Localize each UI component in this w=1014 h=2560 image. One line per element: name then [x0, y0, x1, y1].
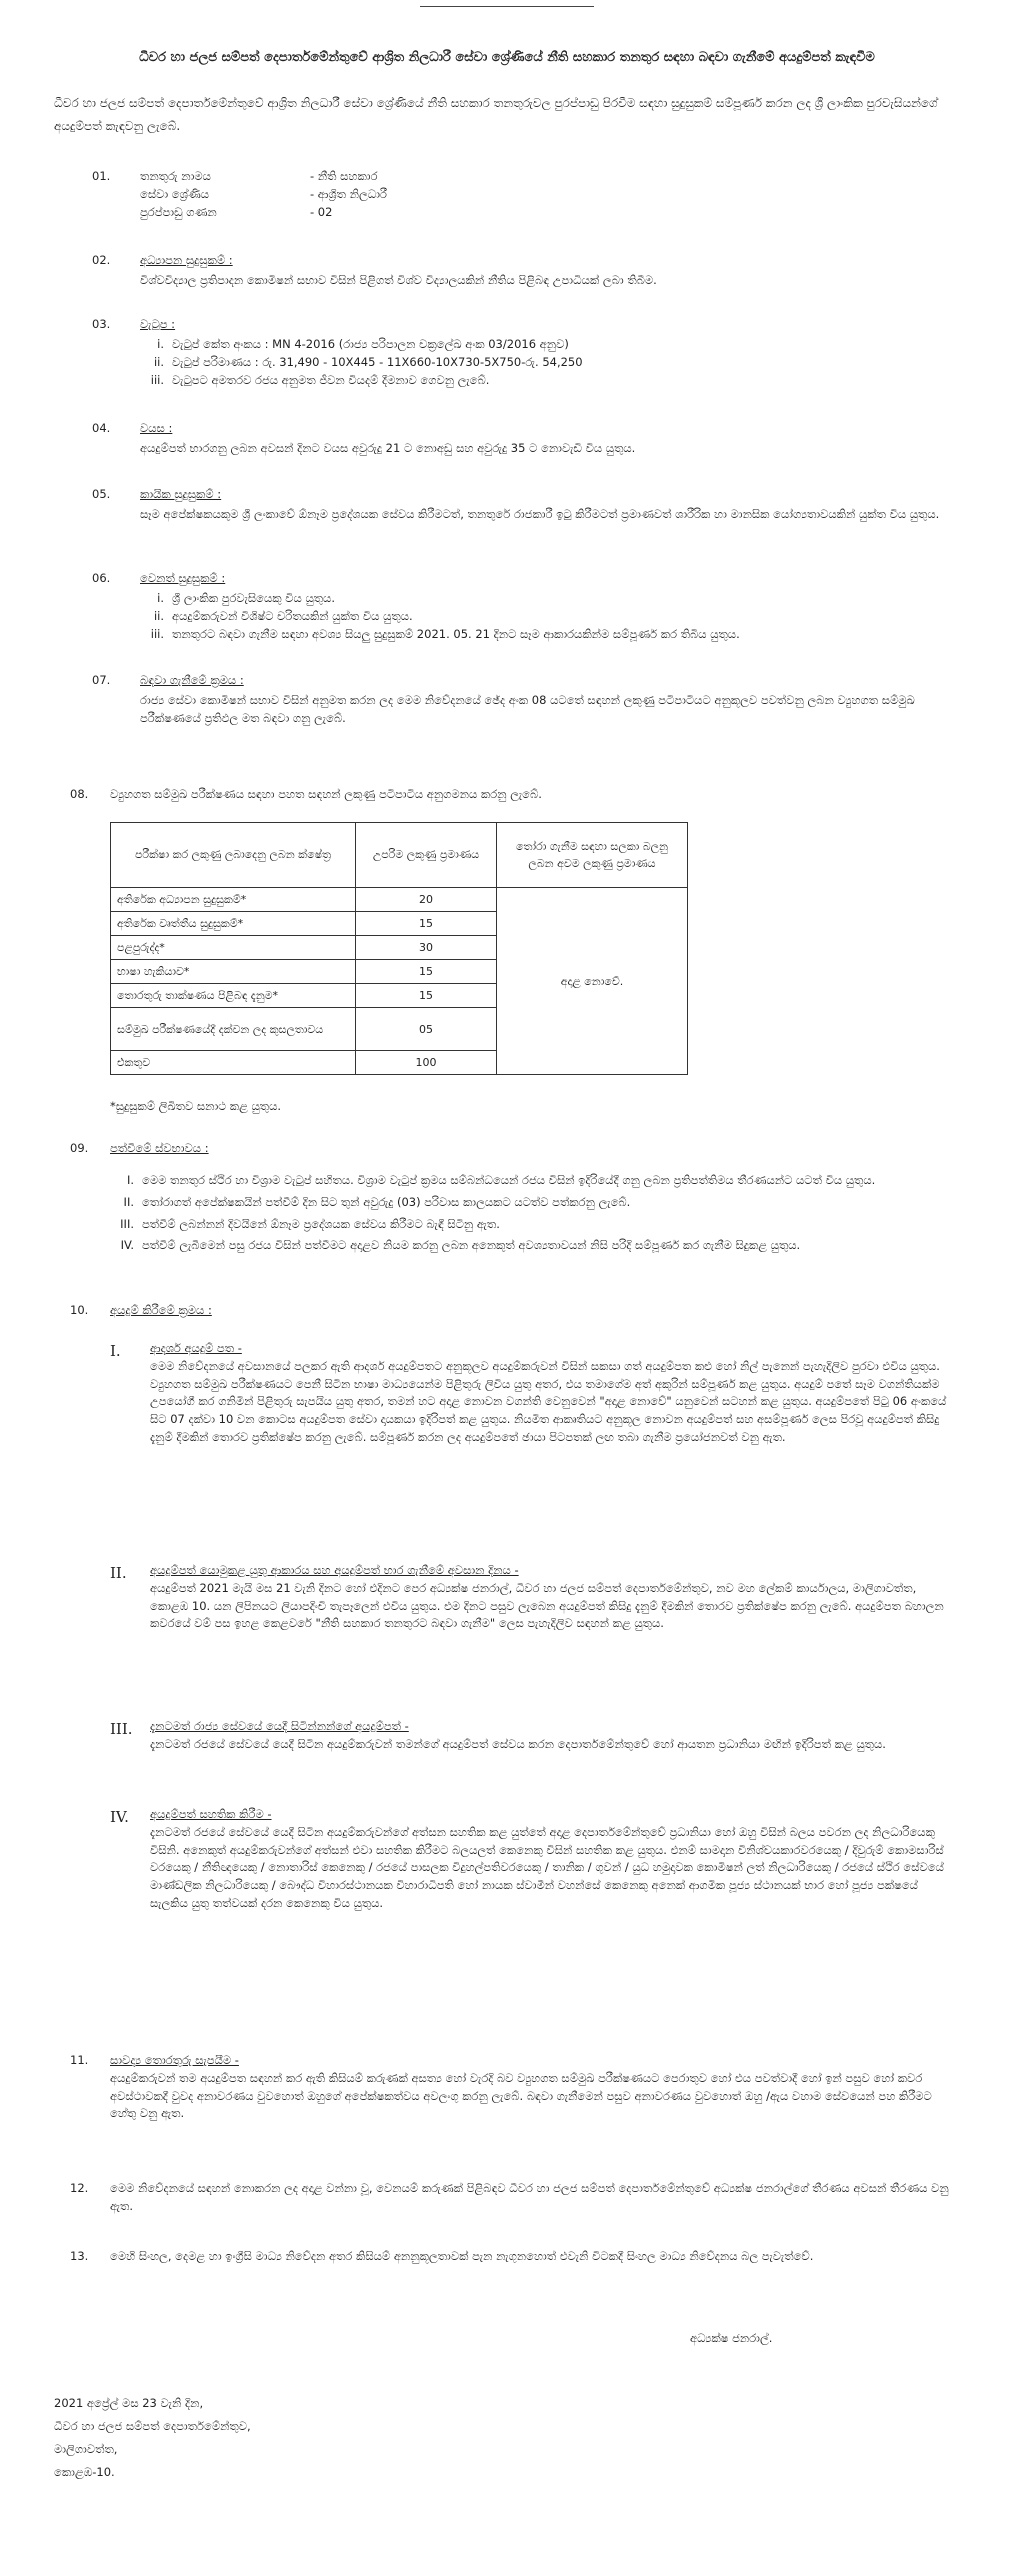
- field-cell: අතිරේක අධ්‍යාපන සුදුසුකම්*: [111, 888, 356, 912]
- certification-block: [150, 1806, 950, 1913]
- issue-address: [54, 2392, 251, 2484]
- marks-cell: 15: [356, 912, 497, 936]
- table-header-row: [111, 823, 688, 888]
- roman-numeral: ii.: [153, 608, 164, 623]
- section-05-number: 05.: [92, 487, 111, 501]
- salary-scale: වැටුප් පරිමාණය : රු. 31,490 - 10X445 - 11X660-10X730-5X750-රු. 54,250: [172, 354, 583, 369]
- field-cell: භාෂා හැකියාව*: [111, 960, 356, 984]
- minimum-marks-cell: අදාළ නොවේ.: [497, 888, 688, 1075]
- section-02-label: අධ්‍යාපන සුදුසුකම් :: [140, 253, 233, 267]
- notice-title: ධීවර හා ජලජ සම්පත් දෙපාර්තමේන්තුවේ ආශ්‍රිත නිලධාරී සේවා ශ්‍රේණියේ නීති සහකාර තනතුර සඳහා බඳවා ගැනීමේ අයදුම්පත් කැඳවීම: [139, 50, 875, 65]
- sub-numeral-II: II.: [110, 1564, 127, 1582]
- submission-text: අයදුම්පත් 2021 මැයි මස 21 වැනි දිනට හෝ එදිනට පෙර අධ්‍යක්ෂ ජනරාල්, ධීවර හා ජලජ සම්පත් දෙපාර්තමේන්තුව, නව මහ ලේකම් කාර්යාලය, මාලිගාවත්ත, කොළඹ 10. යන ලිපිනයට ලියාපදිංචි තැපෑලෙන් එවිය යුතුය. එම දිනට පසුව ලැබෙන අයදුම්පත් කිසිදු දැනුම් දීමකින් තොරව ප්‍රතික්ෂේප කරනු ලැබේ. අයදුම්පත බහාලන කවරයේ වම් පස ඉහළ කෙළවරේ "නීති සහකාර තනතුරට බඳවා ගැනීම" ලෙස පැහැදිලිව සඳහන් කළ යුතුය.: [150, 1580, 944, 1631]
- sub-numeral-I: I.: [110, 1342, 121, 1360]
- roman-numeral: iii.: [150, 626, 164, 641]
- section-04-text: අයදුම්පත් භාරගනු ලබන අවසන් දිනට වයස අවුරුදු 21 ට නොඅඩු සහ අවුරුදු 35 ට නොවැඩි විය යුතුය.: [140, 441, 636, 455]
- roman-numeral: i.: [157, 337, 164, 351]
- section-07-number: 07.: [92, 673, 111, 687]
- false-info-heading: සාවද්‍ය තොරතුරු සැපයීම -: [110, 2053, 239, 2067]
- section-09-number: 09.: [70, 1141, 89, 1155]
- public-servants-text: දැනටමත් රජයේ සේවයේ යෙදී සිටින අයදුම්කරුවන් තමන්ගේ අයදුම්පත් සේවය කරන දෙපාර්තමේන්තුවේ හෝ ආයතන ප්‍රධානියා මඟින් ඉදිරිපත් කළ යුතුය.: [150, 1736, 886, 1751]
- section-04-label: වයස :: [140, 421, 173, 435]
- column-header-max-marks: උපරිම ලකුණු ප්‍රමාණය: [356, 823, 497, 888]
- roman-numeral: III.: [120, 1216, 134, 1231]
- section-09-label: පත්වීමේ ස්වභාවය :: [110, 1141, 209, 1155]
- section-01-number: 01.: [92, 169, 111, 183]
- application-form-block: [150, 1340, 950, 1447]
- roman-numeral: i.: [157, 591, 164, 605]
- section-07-text: රාජ්‍ය සේවා කොමිෂන් සභාව විසින් අනුමත කරන ලද මෙම නිවේදනයේ ඡේද අංක 08 යටතේ සඳහන් ලකුණු පටිපාටියට අනුකූලව පවත්වනු ලබන ව්‍යුහගත සම්මුඛ පරීක්ෂණයේ ප්‍රතිඵල මත බඳවා ගනු ලැබේ.: [140, 693, 915, 725]
- roman-numeral: II.: [123, 1194, 134, 1209]
- section-13-number: 13.: [70, 2249, 89, 2263]
- other-qualifications: [140, 590, 960, 643]
- section-07-label: බඳවා ගැනීමේ ක්‍රමය :: [140, 673, 244, 687]
- address-line: කොළඹ-10.: [54, 2465, 115, 2479]
- section-05-label: කායික සුදුසුකම් :: [140, 487, 222, 501]
- section-12-number: 12.: [70, 2181, 89, 2195]
- marks-cell: 30: [356, 936, 497, 960]
- field-cell: පළපුරුද්ද*: [111, 936, 356, 960]
- service-grade-value: - ආශ්‍රිත නිලධාරී: [310, 186, 387, 201]
- post-name-key: තනතුරු නාමය: [140, 169, 211, 183]
- public-servants-heading: දැනටමත් රාජ්‍ය සේවයේ යෙදී සිටින්නන්ගේ අයදුම්පත් -: [150, 1719, 409, 1733]
- signature-title: අධ්‍යක්ෂ ජනරාල්.: [690, 2331, 773, 2345]
- vacancies-value: - 02: [310, 204, 333, 219]
- issue-date: 2021 අප්‍රේල් මස 23 වැනි දින,: [54, 2396, 204, 2410]
- intro-paragraph: ධීවර හා ජලජ සම්පත් දෙපාර්තමේන්තුවේ ආශ්‍රිත නිලධාරී සේවා ශ්‍රේණියේ නීති සහකාර තනතුරුවල පුරප්පාඩු පිරවීම සඳහා සුදුසුකම් සම්පූර්ණ කරන ලද ශ්‍රී ලාංකික පුරවැසියන්ගේ අයදුම්පත් කැඳවනු ලැබේ.: [54, 96, 938, 133]
- false-info-text: අයදුම්කරුවන් තම අයදුම්පත සඳහන් කර ඇති කිසියම් කරුණක් අසත්‍ය හෝ වැරදි බව ව්‍යුහගත සම්මුඛ පරීක්ෂණයට පෙරාතුව හෝ එය පවත්වාදී හෝ ඉන් පසුව හෝ කවර අවස්ථාවකදී වුවද අනාවරණය වුවහොත් ඔහුගේ අපේක්ෂකත්වය අවලංගු කරනු ලැබේ. බඳවා ගැනීමෙන් පසුව අනාවරණය වුවහොත් ඔහු /ඇය වහාම සේවයෙන් පහ කිරීමට හේතු වනු ඇත.: [110, 2070, 932, 2121]
- roman-numeral: I.: [126, 1173, 134, 1187]
- table-row: [111, 888, 688, 912]
- marks-cell: 15: [356, 960, 497, 984]
- field-cell: අතිරේක වෘත්තීය සුදුසුකම්*: [111, 912, 356, 936]
- salary-code: වැටුප් කේත අංකය : MN 4-2016 (රාජ්‍ය පරිපාලන චක්‍රලේඛ අංක 03/2016 අනුව): [172, 337, 569, 351]
- header-rule: [420, 6, 594, 7]
- section-05-text: සෑම අපේක්ෂකයකුම ශ්‍රී ලංකාවේ ඕනෑම ප්‍රදේශයක සේවය කිරීමටත්, තනතුරේ රාජකාරී ඉටු කිරීමටත් ප්‍රමාණවත් ශාරීරික හා මානසික යෝග්‍යතාවයකින් යුක්ත විය යුතුය.: [140, 507, 940, 521]
- qualification-item: අයදුම්කරුවන් විශිෂ්ට චරිතයකින් යුක්ත විය යුතුය.: [172, 608, 413, 623]
- sub-numeral-III: III.: [110, 1720, 133, 1738]
- section-11-number: 11.: [70, 2053, 89, 2067]
- post-details: [140, 168, 387, 221]
- marks-cell: 15: [356, 984, 497, 1008]
- section-10-number: 10.: [70, 1303, 89, 1317]
- section-10-label: අයදුම් කිරීමේ ක්‍රමය :: [110, 1303, 212, 1317]
- section-06-number: 06.: [92, 571, 111, 585]
- salary-allowance: වැටුපට අමතරව රජය අනුමත ජීවන වියදම් දීමනාව ගෙවනු ලැබේ.: [172, 372, 490, 387]
- section-08-text: ව්‍යුහගත සම්මුඛ පරීක්ෂණය සඳහා පහත සඳහන් ලකුණු පටිපාටිය අනුගමනය කරනු ලැබේ.: [110, 787, 542, 801]
- section-04-number: 04.: [92, 421, 111, 435]
- marks-cell: 05: [356, 1008, 497, 1051]
- post-name-value: - නීති සහකාර: [310, 169, 378, 183]
- column-header-min-marks: තෝරා ගැනීම සඳහා සලකා බලනු ලබන අවම ලකුණු ප්‍රමාණය: [497, 823, 688, 888]
- address-line: ධීවර හා ජලජ සම්පත් දෙපාර්තමේන්තුව,: [54, 2419, 251, 2433]
- certification-text: දැනටමත් රජයේ සේවයේ යෙදී සිටින අයදුම්කරුවන්ගේ අත්සන සහතික කළ යුත්තේ අදාළ දෙපාර්තමේන්තුවේ ප්‍රධානියා හෝ ඔහු විසින් බලය පවරන ලද නිලධාරියෙකු විසිනි. අනෙකුත් අයදුම්කරුවන්ගේ අත්සන් එවා සහතික කිරීමට බලයලත් කෙනෙකු විසින් සහතික කළ යුතුය. එනම් සාමදාන විනිශ්චයකාරවරයෙකු / දිවුරුම් කොමසාරිස් වරයෙකු / නීතිඥයෙකු / නොතාරිස් කෙනෙකු / රජයේ පාසලක විදුහල්පතිවරයෙකු / තානික / ගුවන් / යුධ හමුදාවක කොමිෂන් ලත් නිලධාරියෙකු / රජයේ ස්ථිර සේවයේ මාණ්ඩලික නිලධාරියෙකු / බෞද්ධ විහාරස්ථානයක විහාරාධිපති හෝ නායක ස්වාමීන් වහන්සේ කෙනෙකු අනෙක් ආගමික පූජ්‍ය ස්ථානයක් භාර හෝ පූජ්‍ය පක්ෂයේ සැලකිය යුතු තත්වයක් දරන කෙනෙකු විය යුතුය.: [150, 1824, 944, 1911]
- appointment-items: [110, 1172, 950, 1255]
- section-06-label: වෙනත් සුදුසුකම් :: [140, 571, 226, 585]
- roman-numeral: iii.: [150, 372, 164, 387]
- salary-items: [140, 336, 960, 389]
- service-grade-key: සේවා ශ්‍රේණිය: [140, 186, 210, 201]
- roman-numeral: ii.: [153, 354, 164, 369]
- marking-scheme-table: [110, 822, 688, 1075]
- certification-heading: අයදුම්පත් සහතික කිරීම -: [150, 1807, 272, 1821]
- public-servants-block: [150, 1718, 950, 1754]
- vacancies-key: පුරප්පාඩු ගණන: [140, 204, 217, 219]
- field-cell: සම්මුඛ පරීක්ෂණයේදී දක්වන ලද කුසලතාවය: [111, 1008, 356, 1051]
- appointment-item: පත්වීම් ලබන්නන් දිවයිනේ ඕනෑම ප්‍රදේශයක සේවය කිරීමට බැඳී සිටිනු ඇත.: [142, 1216, 500, 1231]
- section-03-number: 03.: [92, 317, 111, 331]
- roman-numeral: IV.: [120, 1238, 134, 1253]
- appointment-item: තෝරාගත් අපේක්ෂකයින් පත්වීම් දින සිට තුන් අවුරුදු (03) පරිවාස කාලයකට යටත්ව පත්කරනු ලැබේ.: [142, 1194, 631, 1209]
- submission-heading: අයදුම්පත් යොමුකළ යුතු ආකාරය සහ අයදුම්පත් භාර ගැනීමේ අවසාන දිනය -: [150, 1563, 519, 1577]
- sub-numeral-IV: IV.: [110, 1808, 129, 1826]
- application-form-text: මෙම නිවේදනයේ අවසානයේ පලකර ඇති ආදර්ශ අයදුම්පතට අනුකූලව අයදුම්කරුවන් විසින් සකසා ගත් අයදුම්පත කළු හෝ නිල් පැනෙන් පැහැදිලිව පුරවා එවිය යුතුය. ව්‍යුහගත සම්මුඛ පරීක්ෂණයට පෙනී සිටින භාෂා මාධ්‍යයෙන්ම පිළිතුරු ලිවිය යුතු අතර, එය තමාගේම අත් අකුරින් සම්පූර්ණ කළ යුතුය. අයදුම් පතේ සෑම වගන්තියක්ම උපයෝගී කර ගනිමින් පිළිතුරු සැපයිය යුතු අතර, තමන් හට අදාළ නොවන වගන්ති වෙනුවෙන් "අදාළ නොවේ" යනුවෙන් සටහන් කළ යුතුය. අයදුම්පතේ පිටු 06 අංකයේ සිට 07 දක්වා 10 වන කොටස අයදුම්පත සේවා දායකයා ඉදිරිපත් කළ යුතුය. නියමිත ආකෘතියට අනුකූල නොවන අයදුම්පත් සහ අසම්පූර්ණ ලෙස පිරවූ අයදුම්පත් කිසිදු දැනුම් දීමකින් තොරව ප්‍රතික්ෂේප කරනු ලැබේ. සම්පූර්ණ කරන ලද අයදුම්පතේ ඡායා පිටපතක් ලඟ තබා ගැනීම ප්‍රයෝජනවත් වනු ඇත.: [150, 1358, 947, 1445]
- section-02-number: 02.: [92, 253, 111, 267]
- field-cell: තොරතුරු තාක්ෂණය පිළිබඳ දැනුම*: [111, 984, 356, 1008]
- application-form-heading: ආදර්ශ අයදුම් පත -: [150, 1341, 242, 1355]
- qualification-item: ශ්‍රී ලාංකික පුරවැසියෙකු විය යුතුය.: [172, 591, 335, 605]
- section-13-text: මෙහි සිංහල, දෙමළ හා ඉංග්‍රීසි මාධ්‍ය නිවේදන අතර කිසියම් අනනුකූලතාවක් පැන නැගුනහොත් එවැනි විටකදී සිංහල මාධ්‍ය නිවේදනය බල පැවැත්වේ.: [110, 2249, 814, 2263]
- appointment-item: මෙම තනතුර ස්ථිර හා විශ්‍රාම වැටුප් සහිතය. විශ්‍රාම වැටුප් ක්‍රමය සම්බන්ධයෙන් රජය විසින් ඉදිරියේදී ගනු ලබන ප්‍රතිපත්තිමය තීරණයන්ට යටත් විය යුතුය.: [142, 1173, 876, 1187]
- submission-block: [150, 1562, 950, 1633]
- address-line: මාලිගාවත්ත,: [54, 2442, 118, 2456]
- table-footnote: *සුදුසුකම් ලිඛිතව සනාථ කළ යුතුය.: [110, 1099, 282, 1113]
- appointment-item: පත්වීම් ලැබීමෙන් පසු රජය විසින් පත්වීමට අදාළව නියම කරනු ලබන අනෙකුත් අවශ්‍යතාවයන් නිසි පරිදි සම්පූර්ණ කර ගැනීම සිදුකළ යුතුය.: [142, 1238, 801, 1253]
- section-03-label: වැටුප :: [140, 317, 176, 331]
- section-08-number: 08.: [70, 787, 89, 801]
- marks-cell: 20: [356, 888, 497, 912]
- total-marks-cell: 100: [356, 1051, 497, 1075]
- section-12-text: මෙම නිවේදනයේ සඳහන් නොකරන ලද අදාළ වන්නා වූ, වෙනයම් කරුණක් පිළිබඳව ධීවර හා ජලජ සම්පත් දෙපාර්තමේන්තුවේ අධ්‍යක්ෂ ජනරාල්ගේ තීරණය අවසන් තීරණය වනු ඇත.: [110, 2181, 949, 2213]
- qualification-item: තනතුරට බඳවා ගැනීම සඳහා අවශ්‍ය සියලු සුදුසුකම් 2021. 05. 21 දිනට සෑම ආකාරයකින්ම සම්පූර්ණ කර තිබිය යුතුය.: [172, 626, 740, 641]
- false-info-block: [110, 2052, 950, 2123]
- column-header-field: පරීක්ෂා කර ලකුණු ලබාදෙනු ලබන ක්ෂේත්‍ර: [111, 823, 356, 888]
- section-02-text: විශ්වවිද්‍යාල ප්‍රතිපාදන කොමිෂන් සභාව විසින් පිළිගත් විශ්ව විද්‍යාලයකින් නීතිය පිළිබඳ උපාධියක් ලබා තිබීම.: [140, 273, 657, 287]
- total-label-cell: එකතුව: [111, 1051, 356, 1075]
